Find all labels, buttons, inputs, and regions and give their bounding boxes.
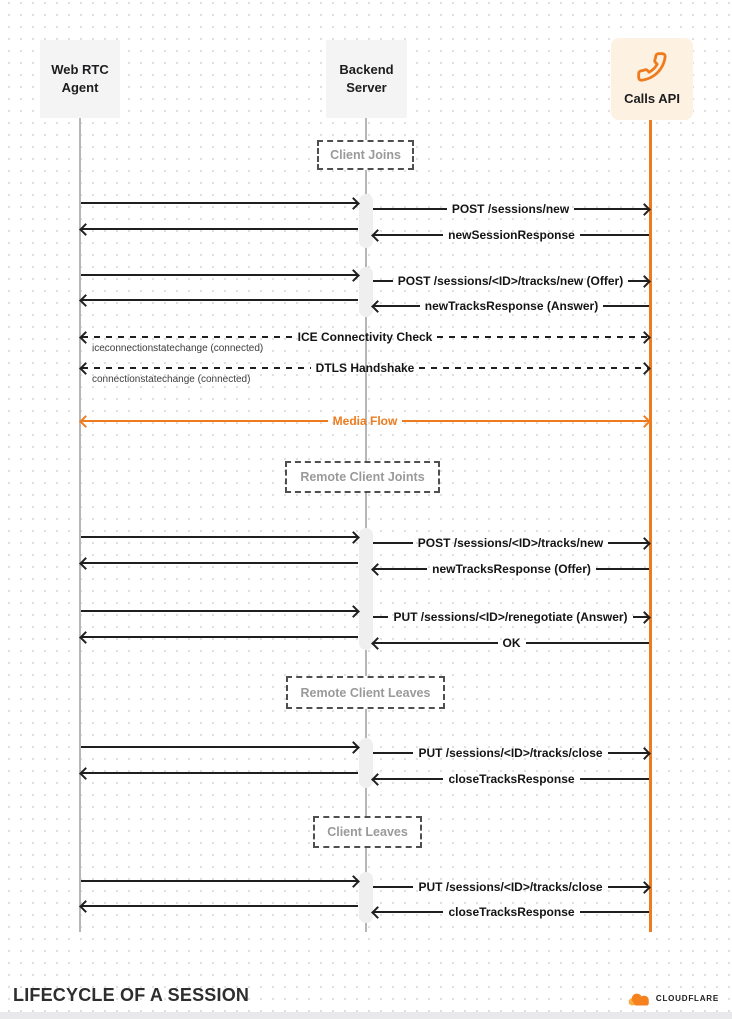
arrowhead-right-icon: [638, 537, 651, 550]
actor-box-backend-server: [326, 40, 407, 118]
message-label: PUT /sessions/<ID>/tracks/close: [418, 746, 603, 760]
message-arrow: [373, 298, 649, 314]
message-arrow: [81, 195, 358, 211]
phase-label-remote-client-joints: [285, 461, 440, 493]
message-arrow: [373, 904, 649, 920]
arrowhead-left-icon: [79, 331, 92, 344]
arrowhead-left-icon: [79, 415, 92, 428]
phase-text: Remote Client Joints: [300, 470, 425, 484]
message-arrow: [373, 561, 649, 577]
activation-bar: [359, 872, 373, 923]
activation-bar: [359, 738, 373, 788]
message-arrow: [373, 879, 649, 895]
arrowhead-right-icon: [638, 415, 651, 428]
arrowhead-right-icon: [638, 747, 651, 760]
arrowhead-left-icon: [371, 773, 384, 786]
actor-label: Server: [346, 80, 387, 95]
arrowhead-right-icon: [347, 269, 360, 282]
message-arrow: [81, 267, 358, 283]
arrowhead-right-icon: [347, 875, 360, 888]
arrowhead-left-icon: [79, 362, 92, 375]
message-arrow: [81, 873, 358, 889]
actor-label: Agent: [61, 80, 99, 95]
phase-text: Remote Client Leaves: [300, 685, 431, 700]
message-arrow: [373, 609, 649, 625]
actor-box-webrtc-agent: [40, 40, 120, 118]
arrowhead-left-icon: [79, 631, 92, 644]
arrowhead-right-icon: [638, 331, 651, 344]
message-label: Media Flow: [332, 414, 398, 428]
arrowhead-right-icon: [347, 197, 360, 210]
message-label: ICE Connectivity Check: [297, 330, 433, 344]
message-arrow: [373, 201, 649, 217]
message-arrow: [81, 555, 358, 571]
message-arrow: [373, 227, 649, 243]
message-arrow: [81, 739, 358, 755]
activation-bar: [359, 194, 373, 248]
cloudflare-wordmark: CLOUDFLARE: [655, 994, 719, 1003]
arrowhead-left-icon: [371, 637, 384, 650]
message-arrow: [81, 603, 358, 619]
arrowhead-left-icon: [79, 294, 92, 307]
message-arrow: [81, 765, 358, 781]
arrowhead-left-icon: [371, 300, 384, 313]
message-arrow: [373, 635, 649, 651]
message-arrow: [81, 221, 358, 237]
message-arrow: [81, 292, 358, 308]
phase-text: Client Leaves: [327, 825, 408, 839]
activation-bar: [359, 528, 373, 650]
message-arrow: [81, 529, 358, 545]
message-arrow: [373, 771, 649, 787]
actor-box-calls-api: [611, 38, 693, 120]
message-arrow: [373, 745, 649, 761]
message-label: POST /sessions/<ID>/tracks/new (Offer): [397, 274, 624, 288]
lifeline-webrtc-agent: [79, 118, 81, 932]
phase-label-remote-client-leaves: [286, 676, 445, 709]
message-label: newTracksResponse (Answer): [424, 299, 599, 313]
message-label: PUT /sessions/<ID>/renegotiate (Answer): [393, 610, 628, 624]
message-label: newTracksResponse (Offer): [432, 562, 591, 576]
arrowhead-right-icon: [638, 881, 651, 894]
arrowhead-left-icon: [79, 767, 92, 780]
actor-label: Web RTC: [51, 62, 109, 78]
arrowhead-left-icon: [79, 900, 92, 913]
message-label: newSessionResponse: [448, 228, 575, 242]
cloudflare-logo: [627, 991, 719, 1006]
phase-label-client-joins: [317, 140, 414, 170]
arrowhead-right-icon: [347, 741, 360, 754]
actor-label: Backend: [339, 62, 394, 78]
message-label: OK: [502, 636, 521, 650]
arrowhead-left-icon: [371, 563, 384, 576]
window-edge: [0, 1012, 732, 1019]
arrowhead-left-icon: [79, 557, 92, 570]
message-label: closeTracksResponse: [448, 772, 575, 786]
message-label: closeTracksResponse: [448, 905, 575, 919]
message-label: DTLS Handshake: [315, 361, 415, 375]
message-arrow: [373, 535, 649, 551]
message-arrow: [81, 898, 358, 914]
arrowhead-right-icon: [638, 362, 651, 375]
activation-bar: [359, 267, 373, 317]
message-label: POST /sessions/<ID>/tracks/new: [417, 536, 604, 550]
phase-label-client-leaves: [313, 816, 422, 848]
arrowhead-left-icon: [371, 229, 384, 242]
arrowhead-right-icon: [638, 275, 651, 288]
message-label: PUT /sessions/<ID>/tracks/close: [418, 880, 603, 894]
message-arrow: [81, 629, 358, 645]
message-note: iceconnectionstatechange (connected): [92, 343, 264, 354]
arrowhead-right-icon: [347, 605, 360, 618]
page-title: LIFECYCLE OF A SESSION: [13, 985, 250, 1005]
phase-text: Client Joins: [330, 148, 401, 162]
actor-label: Calls API: [624, 90, 680, 106]
lifeline-calls-api: [649, 120, 652, 932]
message-note: connectionstatechange (connected): [92, 374, 251, 385]
phone-icon: [636, 51, 668, 83]
message-arrow: [373, 273, 649, 289]
arrowhead-right-icon: [347, 531, 360, 544]
arrowhead-left-icon: [79, 223, 92, 236]
message-label: POST /sessions/new: [451, 202, 570, 216]
arrowhead-left-icon: [371, 906, 384, 919]
arrowhead-right-icon: [638, 203, 651, 216]
arrowhead-right-icon: [638, 611, 651, 624]
cloudflare-cloud-icon: [627, 991, 653, 1006]
message-arrow: [81, 413, 649, 429]
